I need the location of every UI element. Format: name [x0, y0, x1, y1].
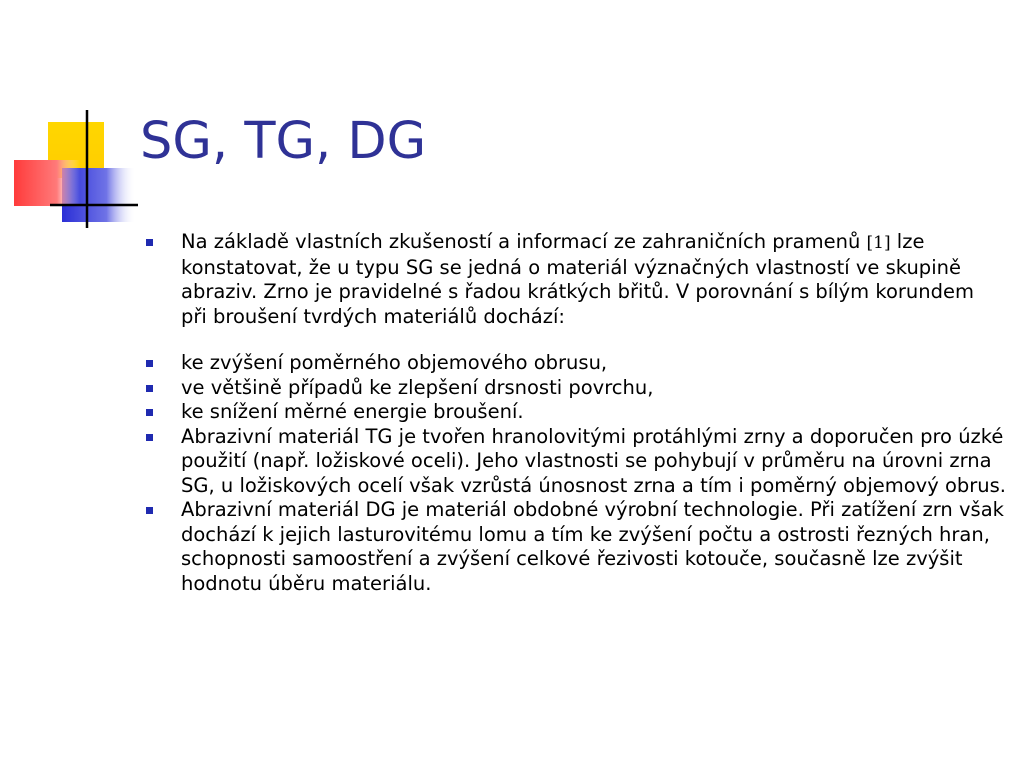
bullet-item: ve většině případů ke zlepšení drsnosti povrchu,	[146, 376, 1006, 401]
reference-marker: [1]	[866, 233, 891, 253]
bullet-list	[146, 230, 1006, 596]
spacer	[146, 329, 1006, 351]
bullet-text: Na základě vlastních zkušeností a informací ze zahraničních pramenů	[181, 230, 867, 253]
slide-logo-decoration	[0, 0, 150, 240]
bullet-item: Abrazivní materiál TG je tvořen hranolovitými protáhlými zrny a doporučen pro úzké použití (např. ložiskové oceli). Jeho vlastnosti se pohybují v průměru na úrovni zrna SG, u ložiskových ocelí však vzrůstá únosnost zrna a tím i poměrný objemový obrus.	[146, 425, 1006, 499]
logo-red-square	[14, 160, 80, 206]
bullet-item: ke zvýšení poměrného objemového obrusu,	[146, 351, 1006, 376]
bullet-item: Abrazivní materiál DG je materiál obdobné výrobní technologie. Při zatížení zrn však dochází k jejich lasturovitému lomu a tím ke zvýšení počtu a ostrosti řezných hran, schopnosti samoostření a zvýšení celkové řezivosti kotouče, současně lze zvýšit hodnotu úběru materiálu.	[146, 498, 1006, 596]
bullet-text: lze konstatovat, že u typu SG se jedná o materiál význačných vlastností ve skupině abraziv. Zrno je pravidelné s řadou krátkých břitů. V porovnání s bílým korundem při broušení tvrdých materiálů dochází:	[181, 230, 975, 328]
bullet-item	[146, 230, 1006, 329]
slide-title: SG, TG, DG	[140, 112, 427, 171]
bullet-item: ke snížení měrné energie broušení.	[146, 400, 1006, 425]
